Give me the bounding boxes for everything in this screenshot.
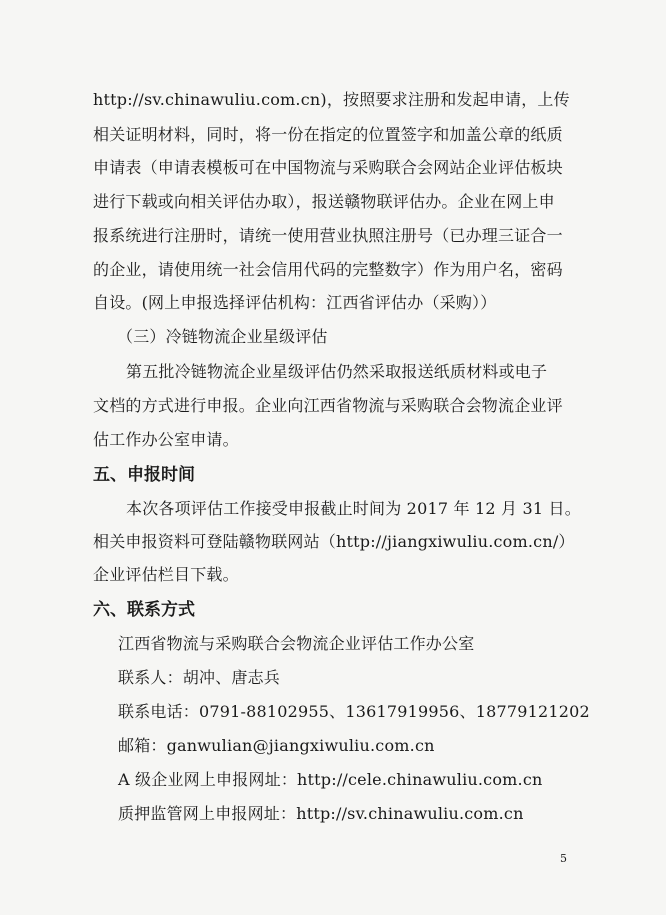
paragraph-line: 企业评估栏目下载。	[93, 565, 239, 584]
a-level-url: A 级企业网上申报网址：http://cele.chinawuliu.com.cn	[118, 770, 543, 789]
paragraph-line: 本次各项评估工作接受申报截止时间为 2017 年 12 月 31 日。	[126, 499, 581, 518]
paragraph-line: 估工作办公室申请。	[93, 430, 239, 449]
contact-person: 联系人：胡冲、唐志兵	[118, 668, 281, 687]
paragraph-line: 申请表（申请表模板可在中国物流与采购联合会网站企业评估板块	[93, 158, 563, 177]
contact-phone: 联系电话：0791-88102955、13617919956、18779121202	[118, 702, 590, 721]
section-heading: 五、申报时间	[93, 465, 195, 485]
paragraph-line: 第五批冷链物流企业星级评估仍然采取报送纸质材料或电子	[126, 362, 548, 381]
paragraph-line: 文档的方式进行申报。企业向江西省物流与采购联合会物流企业评	[93, 396, 563, 415]
paragraph-line: 相关证明材料，同时，将一份在指定的位置签字和加盖公章的纸质	[93, 125, 563, 144]
section-heading: 六、联系方式	[93, 600, 195, 620]
paragraph-line: 报系统进行注册时，请统一使用营业执照注册号（已办理三证合一	[93, 226, 563, 245]
page-number: 5	[560, 852, 567, 865]
paragraph-line: 自设。(网上申报选择评估机构：江西省评估办（采购））	[93, 293, 497, 312]
paragraph-line: http://sv.chinawuliu.com.cn)，按照要求注册和发起申请，上传	[93, 90, 570, 109]
paragraph-line: 进行下载或向相关评估办取），报送赣物联评估办。企业在网上申	[93, 192, 555, 211]
contact-org: 江西省物流与采购联合会物流企业评估工作办公室	[118, 634, 475, 653]
paragraph-line: 的企业，请使用统一社会信用代码的完整数字）作为用户名，密码	[93, 260, 563, 279]
subsection-title: （三）冷链物流企业星级评估	[117, 327, 328, 346]
pledge-url: 质押监管网上申报网址：http://sv.chinawuliu.com.cn	[118, 804, 524, 823]
contact-email: 邮箱：ganwulian@jiangxiwuliu.com.cn	[118, 736, 435, 755]
paragraph-line: 相关申报资料可登陆赣物联网站（http://jiangxiwuliu.com.cn/）	[93, 532, 575, 551]
